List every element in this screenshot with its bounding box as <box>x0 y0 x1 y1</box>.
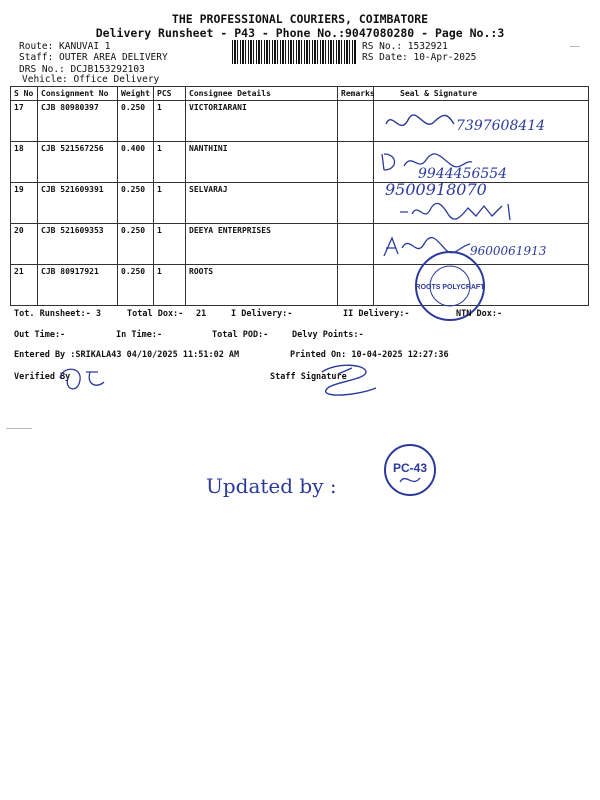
cell-weight: 0.250 <box>118 265 154 306</box>
route-label: Route: KANUVAI 1 <box>19 41 111 52</box>
col-header-signature: Seal & Signature <box>374 87 589 101</box>
cell-consignment: CJB 521609391 <box>38 183 118 224</box>
stamp-text: ROOTS POLYCRAFT <box>415 284 485 291</box>
table-header-row <box>11 87 589 101</box>
ii-delivery: II Delivery:- <box>343 309 410 319</box>
drs-number: DRS No.: DCJB153292103 <box>19 64 145 75</box>
col-header-pcs: PCS <box>154 87 186 101</box>
ntn-dox: NTN Dox:- <box>456 309 503 319</box>
cell-pcs: 1 <box>154 265 186 306</box>
cell-remarks <box>338 265 374 306</box>
updated-by-handwriting: Updated by : <box>206 474 337 498</box>
staff-signature-label: Staff Signature <box>270 372 347 382</box>
cell-consignment: CJB 521609353 <box>38 224 118 265</box>
col-header-weight: Weight <box>118 87 154 101</box>
col-header-consignment: Consignment No <box>38 87 118 101</box>
cell-remarks <box>338 224 374 265</box>
cell-consignee: DEEYA ENTERPRISES <box>186 224 338 265</box>
barcode-graphic <box>232 40 356 64</box>
tot-runsheet: Tot. Runsheet:- 3 <box>14 309 101 319</box>
entered-by: Entered By :SRIKALA43 04/10/2025 11:51:02 AM <box>14 350 240 360</box>
vehicle-label: Vehicle: Office Delivery <box>22 74 160 85</box>
cell-pcs: 1 <box>154 101 186 142</box>
col-header-remarks: Remarks <box>338 87 374 101</box>
i-delivery: I Delivery:- <box>231 309 293 319</box>
cell-consignee: SELVARAJ <box>186 183 338 224</box>
cell-pcs: 1 <box>154 142 186 183</box>
col-header-consignee: Consignee Details <box>186 87 338 101</box>
cell-sno: 18 <box>11 142 38 183</box>
cell-remarks <box>338 142 374 183</box>
pc43-stamp-text: PC-43 <box>392 461 428 475</box>
cell-weight: 0.250 <box>118 183 154 224</box>
margin-mark <box>6 428 32 429</box>
cell-consignment: CJB 80917921 <box>38 265 118 306</box>
signature-phone-row18: 9944456554 <box>418 166 508 182</box>
cell-pcs: 1 <box>154 224 186 265</box>
verified-by-signature <box>58 364 118 392</box>
total-pod: Total POD:- <box>212 330 269 340</box>
table-row <box>11 265 589 306</box>
verified-by-label: Verified By <box>14 372 71 382</box>
cell-consignee: VICTORIARANI <box>186 101 338 142</box>
cell-consignee: NANTHINI <box>186 142 338 183</box>
signature-scribble-row19 <box>398 200 548 224</box>
total-dox-label: Total Dox:- <box>127 309 184 319</box>
signature-phone-row20: 9600061913 <box>470 244 547 258</box>
cell-consignment: CJB 521567256 <box>38 142 118 183</box>
margin-mark <box>570 46 580 47</box>
staff-signature-scribble <box>316 362 380 398</box>
cell-consignment: CJB 80980397 <box>38 101 118 142</box>
out-time: Out Time:- <box>14 330 66 340</box>
cell-consignee: ROOTS <box>186 265 338 306</box>
cell-pcs: 1 <box>154 183 186 224</box>
staff-label: Staff: OUTER AREA DELIVERY <box>19 52 168 63</box>
cell-remarks <box>338 101 374 142</box>
pc43-stamp <box>382 442 438 498</box>
cell-remarks <box>338 183 374 224</box>
in-time: In Time:- <box>116 330 163 340</box>
cell-sno: 21 <box>11 265 38 306</box>
company-title: THE PROFESSIONAL COURIERS, COIMBATORE <box>171 12 429 26</box>
cell-sno: 19 <box>11 183 38 224</box>
rs-date: RS Date: 10-Apr-2025 <box>362 52 477 63</box>
total-dox-value: 21 <box>196 309 207 319</box>
cell-weight: 0.400 <box>118 142 154 183</box>
cell-sno: 20 <box>11 224 38 265</box>
cell-weight: 0.250 <box>118 224 154 265</box>
signature-phone-row17: 7397608414 <box>456 118 546 134</box>
printed-on: Printed On: 10-04-2025 12:27:36 <box>290 350 449 360</box>
cell-weight: 0.250 <box>118 101 154 142</box>
runsheet-title: Delivery Runsheet - P43 - Phone No.:9047080280 - Page No.:3 <box>95 26 505 40</box>
cell-sno: 17 <box>11 101 38 142</box>
col-header-sno: S No <box>11 87 38 101</box>
delvy-points: Delvy Points:- <box>292 330 364 340</box>
signature-phone-row19: 9500918070 <box>385 180 487 199</box>
rs-number: RS No.: 1532921 <box>362 41 448 52</box>
